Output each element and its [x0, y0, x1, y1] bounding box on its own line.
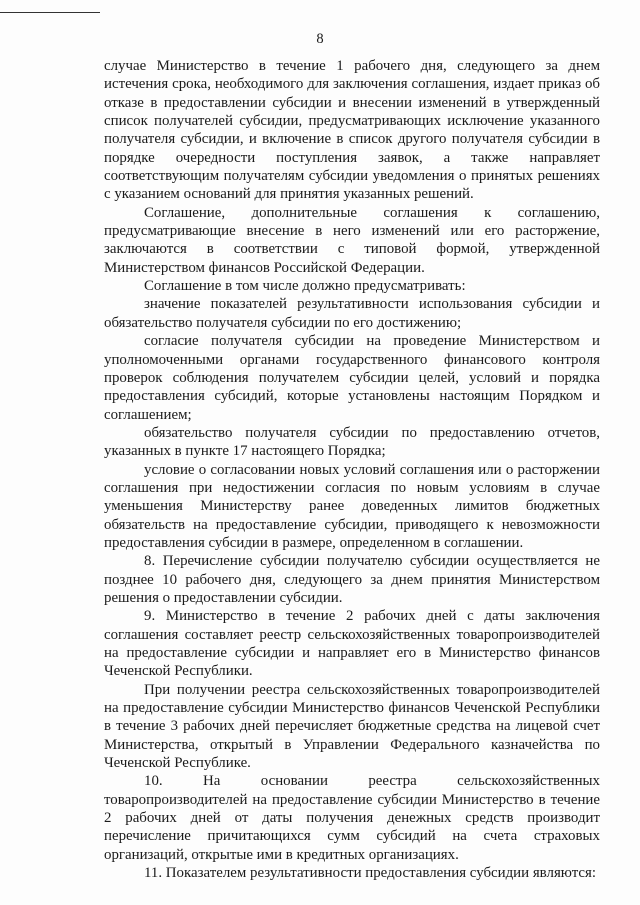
paragraph: значение показателей результативности использования субсидии и обязательство получателя субсидии по его достижению; [104, 296, 600, 331]
paragraph: 11. Показателем результативности предоставления субсидии являются: [144, 865, 597, 882]
paragraph: Соглашение, дополнительные соглашения к соглашению, предусматривающие внесение в него изменений или его расторжение, заключаются в соответствии с типовой формой, утвержденной Министерством финансов Российской Федерации. [104, 204, 600, 276]
document-body [104, 57, 600, 882]
paragraph: Соглашение в том числе должно предусматривать: [144, 278, 466, 295]
paragraph: При получении реестра сельскохозяйственных товаропроизводителей на предоставление субсидии Министерство финансов Чеченской Республики в течение 3 рабочих дней перечисляет бюджетные средства на лицевой счет Министерства, открытый в Управлении Федерального казначейства по Чеченской Республике. [104, 681, 600, 772]
page-number: 8 [316, 31, 324, 47]
paragraph: 9. Министерство в течение 2 рабочих дней с даты заключения соглашения составляет реестр сельскохозяйственных товаропроизводителей на предоставление субсидии и направляет его в Министерство финансов Чеченской Республики. [104, 608, 600, 680]
paragraph: случае Министерство в течение 1 рабочего дня, следующего за днем истечения срока, необходимого для заключения соглашения, издает приказ об отказе в предоставлении субсидии и внесении изменений в утвержденный список получателей субсидии, предусматривающих исключение указанного получателя субсидии, и включение в список другого получателя субсидии в порядке очередности поступления заявок, а также направляет соответствующим получателям субсидии уведомления о принятых решениях с указанием оснований для принятия указанных решений. [104, 58, 600, 203]
header-rule [0, 12, 100, 13]
paragraph: 10. На основании реестра сельскохозяйственных товаропроизводителей на предоставление субсидии Министерство в течение 2 рабочих дней от даты получения денежных средств производит перечисление причитающихся сумм субсидий на счета страховых организаций, открытые ими в кредитных организациях. [104, 773, 600, 863]
paragraph: 8. Перечисление субсидии получателю субсидии осуществляется не позднее 10 рабочего дня, следующего за днем принятия Министерством решения о предоставлении субсидии. [104, 553, 600, 606]
paragraph: согласие получателя субсидии на проведение Министерством и уполномоченными органами государственного финансового контроля проверок соблюдения получателем субсидии целей, условий и порядка предоставления субсидий, которые установлены настоящим Порядком и соглашением; [104, 333, 600, 423]
paragraph: условие о согласовании новых условий соглашения или о расторжении соглашения при недостижении согласия по новым условиям в случае уменьшения Министерству ранее доведенных лимитов бюджетных обязательств на предоставление субсидии, приводящего к невозможности предоставления субсидии в размере, определенном в соглашении. [104, 461, 600, 551]
paragraph: обязательство получателя субсидии по предоставлению отчетов, указанных в пункте 17 настоящего Порядка; [104, 424, 600, 460]
